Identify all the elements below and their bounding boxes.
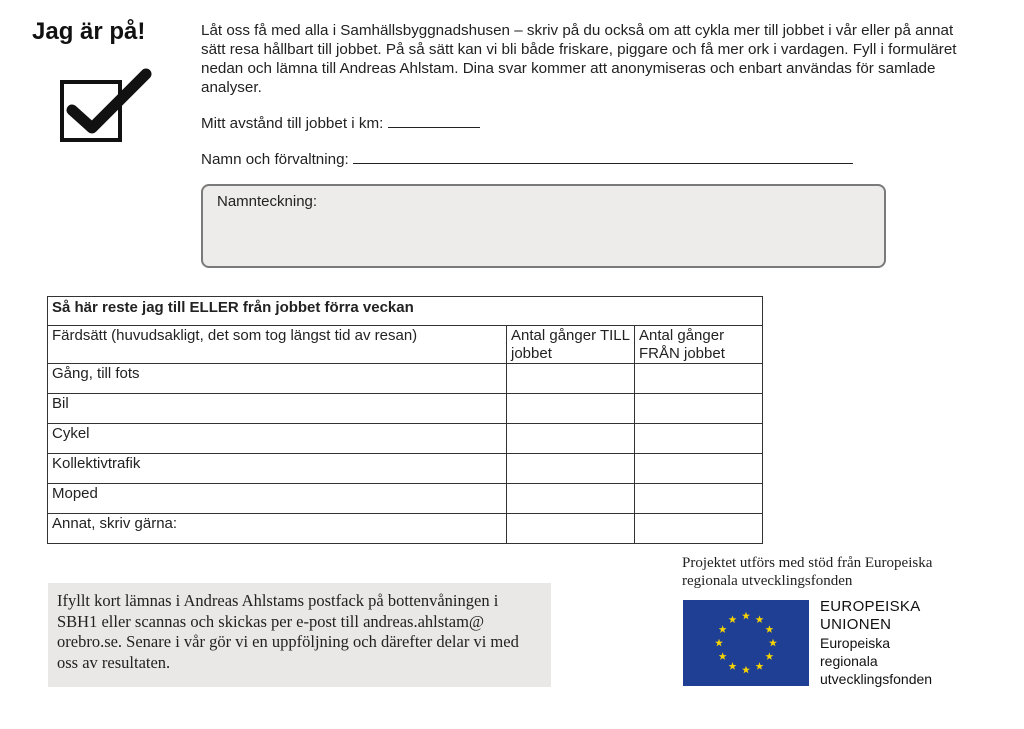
eu-credit-text: Projektet utförs med stöd från Europeiska regionala utvecklingsfonden [682,555,933,589]
from-work-cell[interactable] [635,394,763,424]
row-label: Cykel [48,424,507,454]
row-label: Gång, till fots [48,364,507,394]
eu-logo-line2: UNIONEN [820,616,892,633]
table-row [48,424,763,454]
to-work-cell[interactable] [507,364,635,394]
travel-table [47,296,763,544]
column-header-from-work: Antal gånger FRÅN jobbet [635,326,763,364]
row-label: Bil [48,394,507,424]
distance-field[interactable] [201,113,480,132]
distance-input-line[interactable] [388,113,480,128]
eu-logo-sub: Europeiska regionala utvecklingsfonden [820,635,933,687]
column-header-mode: Färdsätt (huvudsakligt, det som tog längst tid av resan) [48,326,507,364]
from-work-cell[interactable] [635,454,763,484]
from-work-cell[interactable] [635,364,763,394]
to-work-cell[interactable] [507,514,635,544]
from-work-cell[interactable] [635,514,763,544]
row-label: Annat, skriv gärna: [48,514,507,544]
to-work-cell[interactable] [507,484,635,514]
eu-logo-line1: EUROPEISKA [820,598,921,615]
to-work-cell[interactable] [507,424,635,454]
row-label: Moped [48,484,507,514]
name-input-line[interactable] [353,149,853,164]
table-row [48,484,763,514]
table-row [48,364,763,394]
to-work-cell[interactable] [507,394,635,424]
signature-label: Namnteckning: [217,193,318,210]
table-row [48,394,763,424]
name-field[interactable] [201,149,853,168]
table-row [48,454,763,484]
signature-box[interactable] [201,184,886,268]
distance-label: Mitt avstånd till jobbet i km: [201,115,384,132]
to-work-cell[interactable] [507,454,635,484]
table-heading-row [48,297,763,326]
checked-box-icon [58,68,154,146]
row-label: Kollektivtrafik [48,454,507,484]
table-row [48,514,763,544]
eu-logo-text [820,598,1000,688]
name-label: Namn och förvaltning: [201,151,349,168]
table-column-row [48,326,763,364]
from-work-cell[interactable] [635,484,763,514]
eu-flag-icon [683,600,809,686]
from-work-cell[interactable] [635,424,763,454]
table-heading: Så här reste jag till ELLER från jobbet förra veckan [48,297,763,326]
column-header-to-work: Antal gånger TILL jobbet [507,326,635,364]
submission-note: Ifyllt kort lämnas i Andreas Ahlstams postfack på bottenvåningen i SBH1 eller scannas och skickas per e-post till andreas.ahlstam@ orebro.se. Senare i vår gör vi en uppföljning och därefter delar vi med oss av resultaten. [48,583,551,687]
page-title: Jag är på! [32,18,146,45]
intro-text: Låt oss få med alla i Samhällsbyggnadshusen – skriv på du också om att cykla mer till jobbet i vår eller på annat sätt resa hållbart till jobbet. På så sätt kan vi bli både friskare, piggare och få mer ork i vardagen. Fyll i formuläret nedan och lämna till Andreas Ahlstam. Dina svar kommer att anonymiseras och enbart användas för samlade analyser. [201,22,957,96]
